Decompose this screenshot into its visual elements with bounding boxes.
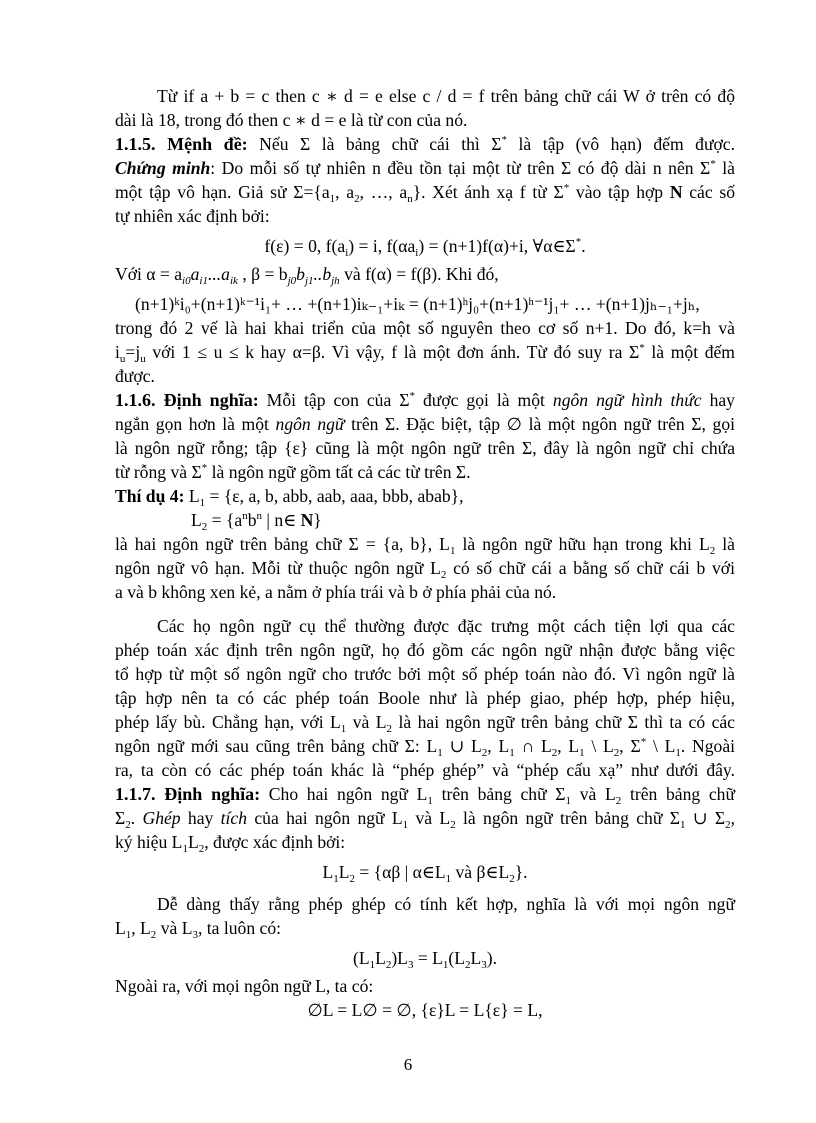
text-line: a và b không xen kẻ, a nằm ở phía trái và b ở phía phải của nó. [115,582,557,602]
text-line: $L_1$, $L_2$ và $L_3$, ta luôn có: [115,918,282,941]
text-line: $i_u=j_u$ với 1 ≤ u ≤ k hay α=β. Vì vậy, f là một đơn ánh. Từ đó suy ra Σ* là một đếm [115,342,735,365]
text-line: phép lấy bù. Chẳng hạn, với $L_1$ và $L_2$ là hai ngôn ngữ trên bảng chữ Σ thì ta có các [115,712,735,735]
text-line: Ngoài ra, với mọi ngôn ngữ L, ta có: [115,976,374,996]
text-line: được. [115,366,155,386]
text-line: một tập vô hạn. Giả sử $\Sigma=\{a_1$, $a_2$, …, $a_n$}. Xét ánh xạ f từ Σ* vào tập hợp N các số [115,182,736,205]
example-4-line-2: $L_2 = \{a^nb^n$ | n∈ N} [191,510,322,533]
expansion-equation: (n+1)ᵏi₀+(n+1)ᵏ⁻¹i₁+ … +(n+1)iₖ₋₁+iₖ = (n+1)ʰj₀+(n+1)ʰ⁻¹j₁+ … +(n+1)jₕ₋₁+jₕ, [135,294,700,314]
proposition-1-1-5: 1.1.5. Mệnh đề: Nếu Σ là bảng chữ cái thì Σ* là tập (vô hạn) đếm được. [115,134,735,154]
text-line: tự nhiên xác định bởi: [115,206,270,226]
text-line: Với $\alpha = a_{i0}a_{i1}...a_{ik}$ , $\beta = b_{j0}b_{j1}..b_{jh}$ và f(α) = f(β). Khi đó, [115,264,499,287]
formula-associativity: $(L_1L_2)L_3 = L_1(L_2L_3)$. [352,948,498,971]
definition-1-1-7: 1.1.7. Định nghĩa: Cho hai ngôn ngữ $L_1$ trên bảng chữ $\Sigma_1$ và $L_2$ trên bảng chữ [115,784,735,807]
definition-1-1-6: 1.1.6. Định nghĩa: Mỗi tập con của Σ* được gọi là một ngôn ngữ hình thức hay [115,390,735,410]
formula-f: f(ε) = 0, $f(a_i) = i$, $f(\alpha a_i) = (n+1)f(\alpha)+i$, ∀α∈Σ*. [264,236,586,259]
text-line: ngôn ngữ vô hạn. Mỗi từ thuộc ngôn ngữ $L_2$ có số chữ cái a bằng số chữ cái b với [115,558,735,581]
text-line: là hai ngôn ngữ trên bảng chữ Σ = {a, b}, $L_1$ là ngôn ngữ hữu hạn trong khi $L_2$ là [115,534,735,557]
text-line: Dễ dàng thấy rằng phép ghép có tính kết hợp, nghĩa là với mọi ngôn ngữ [157,894,735,914]
text-line: dài là 18, trong đó then c ∗ d = e là từ con của nó. [115,110,468,130]
text-line: tập hợp nên ta có các phép toán Boole như là phép giao, phép hợp, phép hiệu, [115,688,735,708]
text-line: $\Sigma_2$. Ghép hay tích của hai ngôn ngữ $L_1$ và $L_2$ là ngôn ngữ trên bảng chữ $\Sigma_1$ ∪ $\Sigma_2$, [115,808,736,831]
text-line: ra, ta còn có các phép toán khác là “phép ghép” và “phép cấu xạ” như dưới đây. [115,760,735,780]
text-line: ngôn ngữ mới sau cũng trên bảng chữ Σ: $L_1$ ∪ $L_2$, $L_1$ ∩ $L_2$, $L_1$ \ $L_2$, Σ* \ $L_1$. Ngoài [115,736,736,759]
text-line: là ngôn ngữ rỗng; tập {ε} cũng là một ngôn ngữ trên Σ, đây là ngôn ngữ chỉ chứa [115,438,735,458]
text-line: ký hiệu $L_1L_2$, được xác định bởi: [115,832,346,855]
text-line: Từ if a + b = c then c ∗ d = e else c / d = f trên bảng chữ cái W ở trên có độ [157,86,735,106]
text-line: ngắn gọn hơn là một ngôn ngữ trên Σ. Đặc biệt, tập ∅ là một ngôn ngữ trên Σ, gọi [115,414,736,434]
formula-concatenation: $L_1L_2 = \{\alpha\beta$ | $\alpha\in L_1$ và $\beta\in L_2$}. [322,862,528,885]
text-line: trong đó 2 vế là hai khai triển của một số nguyên theo cơ số n+1. Do đó, k=h và [115,318,735,338]
proof-line: Chứng minh: Do mỗi số tự nhiên n đều tồn tại một từ trên Σ có độ dài n nên Σ* là [115,158,735,178]
text-line: tổ hợp từ một số ngôn ngữ cho trước bởi một số phép toán nào đó. Vì ngôn ngữ là [115,664,735,684]
page-number: 6 [403,1055,413,1074]
formula-empty-language: ∅L = L∅ = ∅, {ε}L = L{ε} = L, [307,1000,543,1020]
example-4-line-1: Thí dụ 4: $L_1 = \{\varepsilon$, a, b, abb, aab, aaa, bbb, abab}, [115,486,464,509]
text-line: từ rỗng và Σ* là ngôn ngữ gồm tất cả các từ trên Σ. [115,462,471,482]
text-line: Các họ ngôn ngữ cụ thể thường được đặc trưng một cách tiện lợi qua các [157,616,735,636]
text-line: phép toán xác định trên ngôn ngữ, họ đó gồm các ngôn ngữ nhận được bằng việc [115,640,735,660]
